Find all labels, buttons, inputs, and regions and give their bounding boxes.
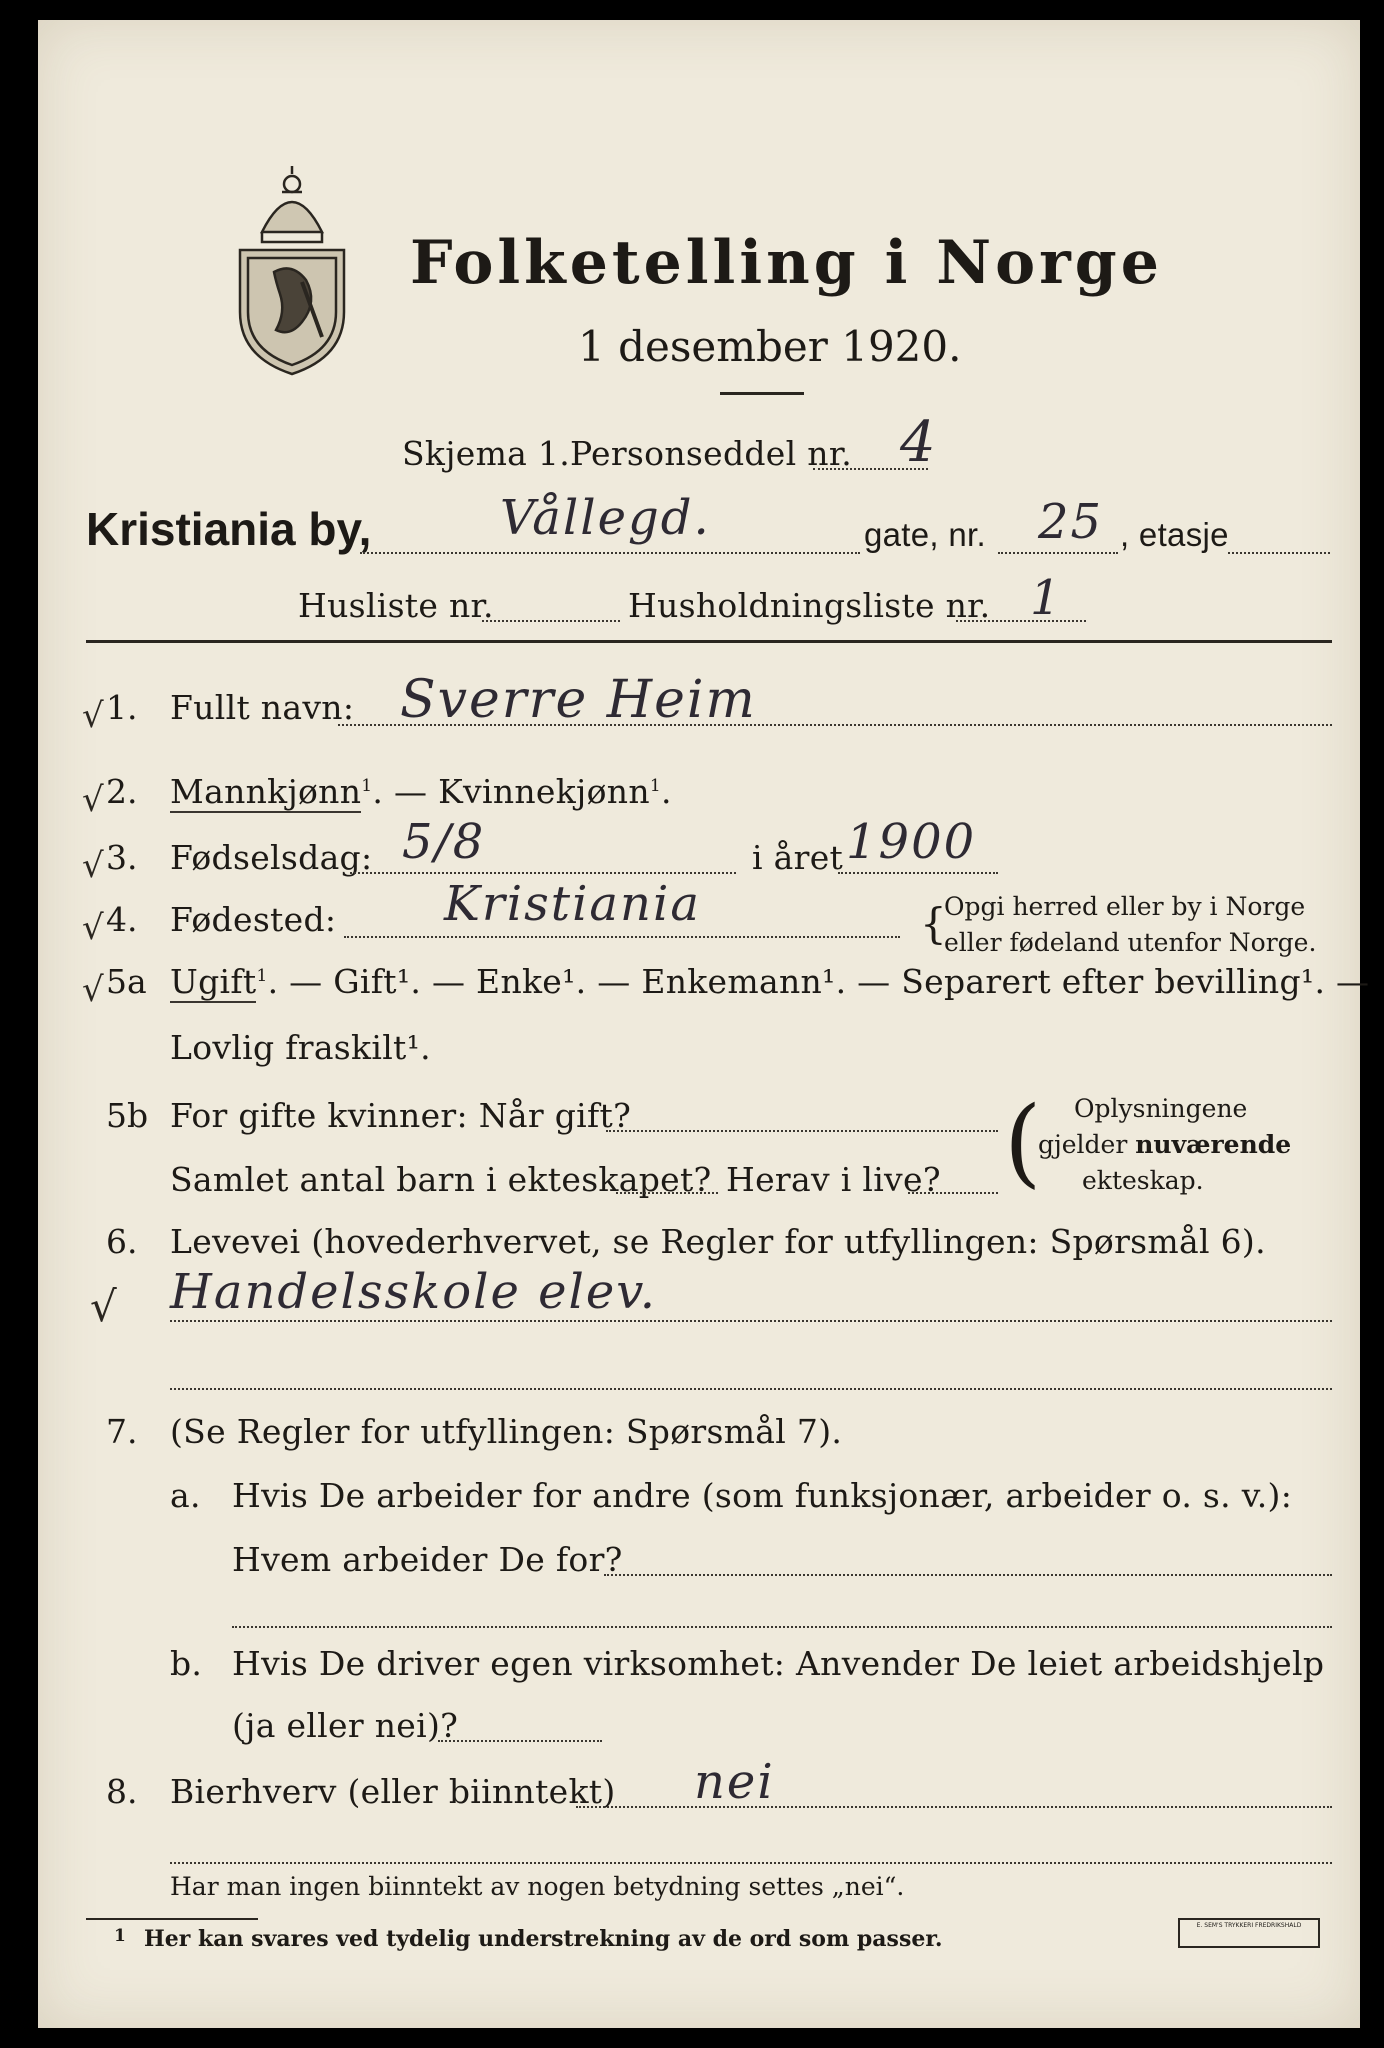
check-mark-5a: √ [82,970,104,1010]
q2-number: 2. [106,772,138,811]
q7-number: 7. [106,1412,138,1451]
etasje-label: , etasje [1120,516,1229,553]
q1-number: 1. [106,688,138,727]
q6-number: 6. [106,1222,138,1261]
husholdningsliste-label: Husholdningsliste nr. [628,586,991,625]
q3-year-value: 1900 [846,814,977,870]
q4-number: 4. [106,900,138,939]
husholdningsliste-line [956,620,1086,622]
title-divider [720,392,804,395]
personseddel-value: 4 [900,410,938,475]
check-mark-1: √ [82,696,104,736]
q8-label: Bierhverv (eller biinntekt) [170,1772,616,1811]
form-title: Folketelling i Norge [410,228,1163,298]
street-value: Vållegd. [500,490,711,546]
q7b-text: Hvis De driver egen virksomhet: Anvender De leiet arbeidshjelp [232,1644,1325,1683]
q1-label: Fullt navn: [170,688,355,727]
q5a-option-ugift: Ugift [170,962,257,1001]
q5b-number: 5b [106,1096,149,1135]
q5b-married-line [606,1130,998,1132]
husliste-label: Husliste nr. [298,586,494,625]
q8-line-1 [576,1806,1332,1808]
q5b-children-label: Samlet antal barn i ekteskapet? [170,1160,712,1199]
q8-number: 8. [106,1772,138,1811]
q7a-letter: a. [170,1476,201,1515]
q6-label: Levevei (hovederhvervet, se Regler for utfyllingen: Spørsmål 6). [170,1222,1266,1261]
footer-note: Har man ingen biinntekt av nogen betydning settes „nei“. [170,1872,905,1901]
gate-nr-label: gate, nr. [864,516,986,553]
q5b-note-bracket: ( [1004,1086,1042,1198]
q7b-letter: b. [170,1644,203,1683]
coat-of-arms-icon [232,162,352,382]
q4-label: Fødested: [170,900,337,939]
footnote-text: Her kan svares ved tydelig understrekning av de ord som passer. [144,1926,943,1952]
q4-line [344,936,900,938]
q5a-other-options: . — Gift¹. — Enke¹. — Enkemann¹. — Separert efter bevilling¹. — [267,962,1370,1001]
q3-day-value: 5/8 [402,814,486,870]
census-date: 1 desember 1920. [578,322,962,371]
q5b-note-line2: gjelder nuværende [1038,1130,1292,1159]
q5a-options: Ugift$^1$. — Gift¹. — Enke¹. — Enkemann¹. — Separert efter bevilling¹. — [170,962,1370,1001]
q3-year-label: i året [752,838,844,877]
q4-note-line1: Opgi herred eller by i Norge [944,892,1306,921]
q8-line-2 [170,1862,1332,1864]
city-label: Kristiania by, [86,503,372,555]
skjema-label: Skjema 1. [402,434,571,473]
q7a-question: Hvem arbeider De for? [232,1540,623,1579]
q4-value: Kristiania [444,876,701,932]
q2-option-kvinnekjonn: Kvinnekjønn [438,772,650,811]
q8-value: nei [694,1754,775,1810]
gate-nr-line [998,552,1118,554]
q5b-alive-line [908,1192,998,1194]
q5b-line1: For gifte kvinner: Når gift? [170,1096,632,1135]
check-mark-2: √ [82,780,104,820]
street-line [360,552,860,554]
personseddel-label: Personseddel nr. [570,434,853,473]
q7b-line [438,1740,602,1742]
footnote-rule [86,1918,258,1920]
q7a-line-1 [604,1574,1332,1576]
check-mark-6: √ [90,1282,117,1331]
q7a-line-2 [232,1626,1332,1628]
q4-note-line2: eller fødeland utenfor Norge. [944,928,1317,957]
gate-nr-value: 25 [1038,494,1104,550]
q3-day-line [350,872,736,874]
q3-year-line [838,872,998,874]
q1-value: Sverre Heim [400,670,757,730]
q6-line-2 [170,1388,1332,1390]
header-rule [86,640,1332,643]
check-mark-4: √ [82,908,104,948]
q7a-text: Hvis De arbeider for andre (som funksjonær, arbeider o. s. v.): [232,1476,1293,1515]
q2-option-mannkjonn: Mannkjønn [170,772,362,811]
q7-label: (Se Regler for utfyllingen: Spørsmål 7). [170,1412,843,1451]
q5b-alive-label: Herav i live? [726,1160,941,1199]
q3-number: 3. [106,838,138,877]
footnote-mark: 1 [114,1926,126,1946]
husholdningsliste-value: 1 [1030,570,1063,626]
q7b-question: (ja eller nei)? [232,1706,459,1745]
check-mark-3: √ [82,846,104,886]
q6-line-1 [170,1320,1332,1322]
q5a-line2: Lovlig fraskilt¹. [170,1028,431,1067]
census-form [38,20,1370,2028]
q5a-number: 5a [106,962,147,1001]
q5b-note-line1: Oplysningene [1074,1094,1248,1123]
q3-label: Fødselsdag: [170,838,373,877]
q5b-children-line [616,1192,718,1194]
etasje-line [1228,552,1330,554]
husliste-line [482,620,620,622]
printer-stamp: E. SEM'S TRYKKERI FREDRIKSHALD [1178,1918,1320,1948]
q6-value: Handelsskole elev. [170,1264,657,1320]
q2-options: Mannkjønn$^1$. — Kvinnekjønn$^1$. [170,772,672,811]
q4-note-bracket: { [920,899,947,948]
q5b-note-line3: ekteskap. [1082,1166,1204,1195]
